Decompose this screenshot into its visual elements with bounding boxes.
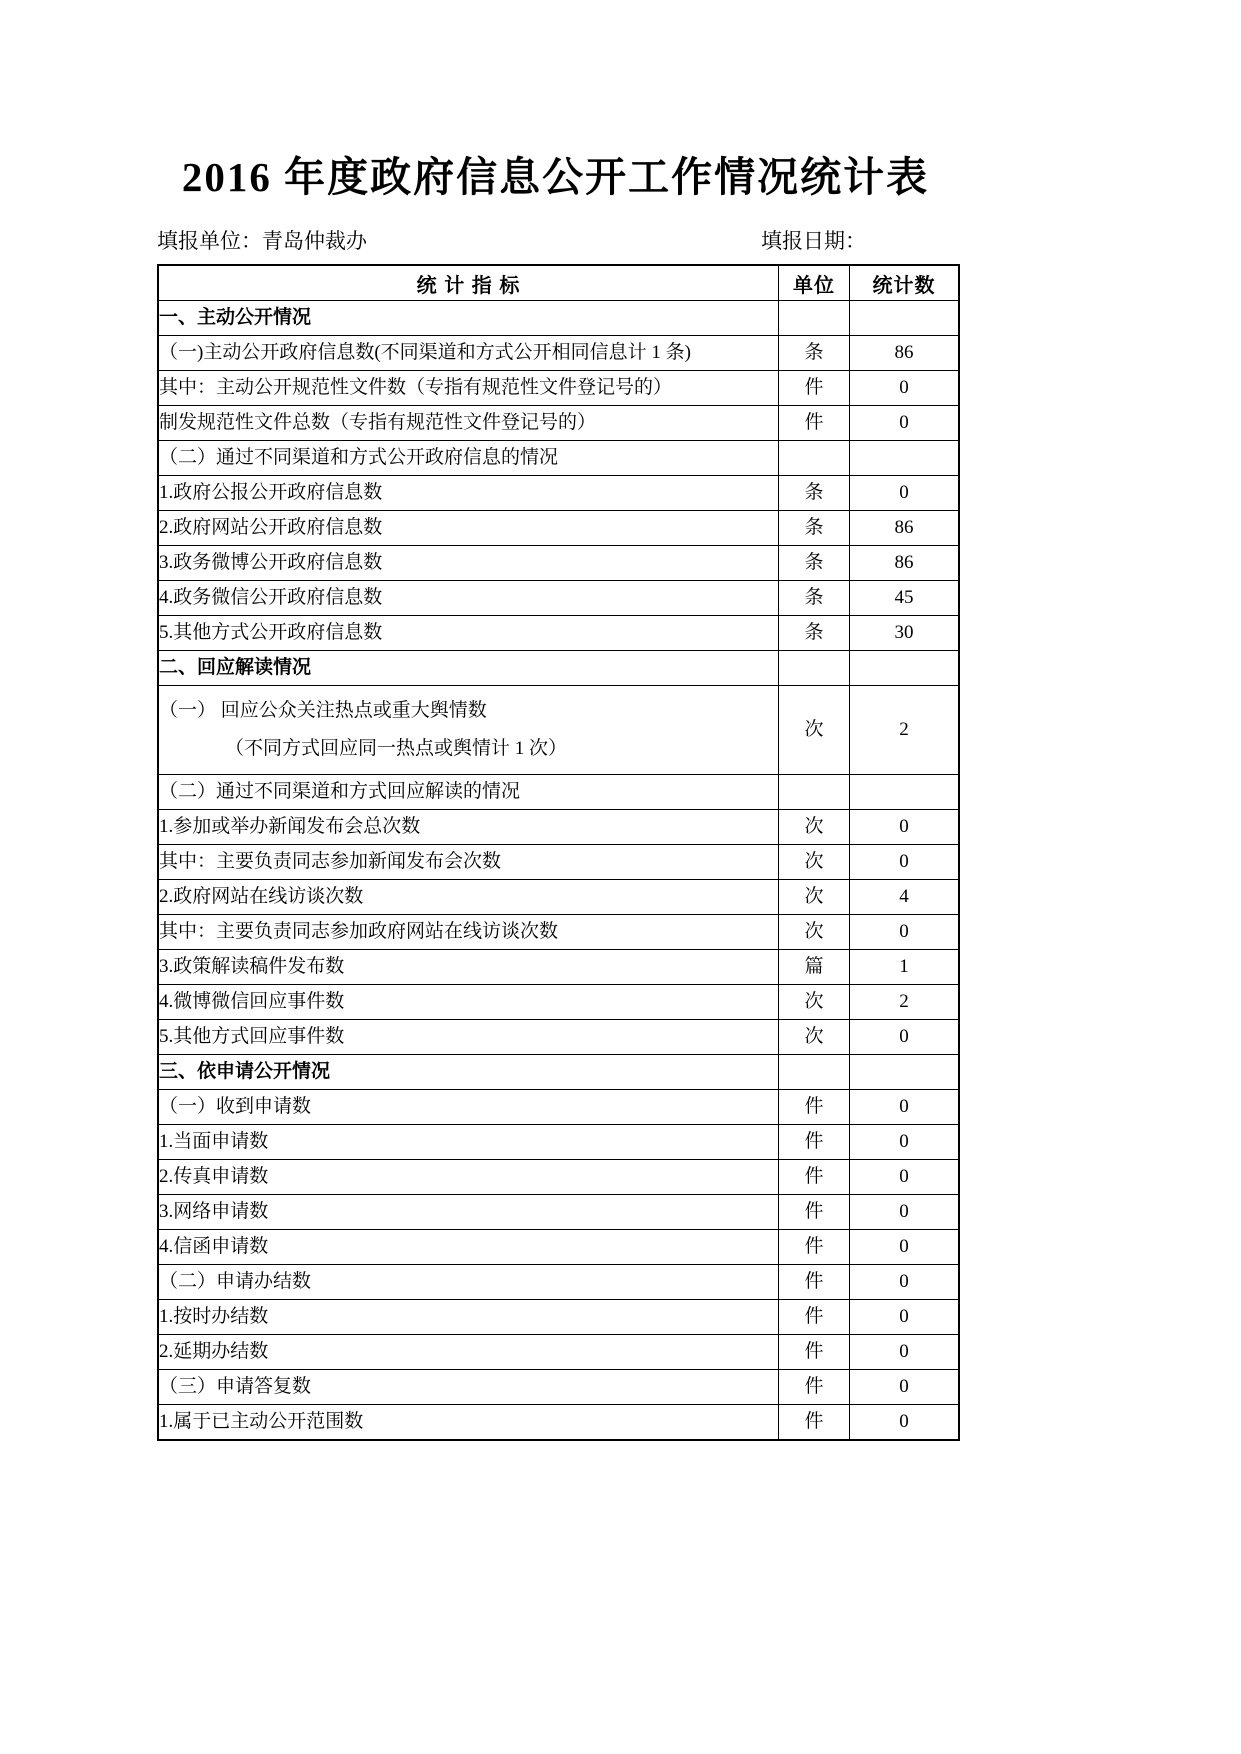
- section-row: [158, 1055, 959, 1090]
- indicator-cell: [158, 1300, 779, 1335]
- unit-cell: 件: [779, 1405, 850, 1441]
- indicator-cell: [158, 336, 779, 371]
- table-row: [158, 1160, 959, 1195]
- indicator-text: 4.政务微信公开政府信息数: [159, 587, 383, 609]
- indicator-text: 4.微博微信回应事件数: [159, 991, 345, 1013]
- indicator-cell: [158, 1265, 779, 1300]
- indicator-text: （二）通过不同渠道和方式公开政府信息的情况: [159, 447, 559, 469]
- indicator-cell: [158, 810, 779, 845]
- indicator-cell: [158, 581, 779, 616]
- indicator-text: 二、回应解读情况: [159, 657, 312, 679]
- indicator-text: 1.按时办结数: [159, 1306, 269, 1328]
- count-cell: 0: [850, 1265, 960, 1300]
- filing-unit-label: 填报单位：青岛仲裁办: [157, 229, 367, 253]
- indicator-text: 5.其他方式公开政府信息数: [159, 622, 383, 644]
- unit-cell: 次: [779, 1020, 850, 1055]
- unit-cell: [779, 301, 850, 336]
- unit-cell: 条: [779, 476, 850, 511]
- unit-cell: 条: [779, 616, 850, 651]
- unit-cell: 篇: [779, 950, 850, 985]
- count-cell: [850, 1055, 960, 1090]
- indicator-text: 4.信函申请数: [159, 1236, 269, 1258]
- indicator-cell: [158, 1020, 779, 1055]
- count-cell: 0: [850, 1230, 960, 1265]
- count-cell: 2: [850, 985, 960, 1020]
- table-row: [158, 1020, 959, 1055]
- unit-cell: 件: [779, 1300, 850, 1335]
- indicator-text: （一） 回应公众关注热点或重大舆情数: [159, 700, 487, 721]
- indicator-text: 3.网络申请数: [159, 1201, 269, 1223]
- indicator-text: （二）申请办结数: [159, 1271, 312, 1293]
- section-row: [158, 301, 959, 336]
- indicator-cell: [158, 1335, 779, 1370]
- count-cell: [850, 301, 960, 336]
- indicator-text: 2.延期办结数: [159, 1341, 269, 1363]
- unit-cell: 件: [779, 1230, 850, 1265]
- table-row: [158, 476, 959, 511]
- table-row: [158, 950, 959, 985]
- table-row: [158, 371, 959, 406]
- unit-cell: 次: [779, 915, 850, 950]
- table-row: [158, 1195, 959, 1230]
- unit-cell: [779, 651, 850, 686]
- indicator-cell: [158, 686, 779, 775]
- indicator-text-line2: （不同方式回应同一热点或舆情计 1 次）: [225, 738, 568, 759]
- indicator-text: 1.当面申请数: [159, 1131, 269, 1153]
- indicator-cell: [158, 985, 779, 1020]
- indicator-text: 三、依申请公开情况: [159, 1061, 331, 1083]
- meta-row: [157, 225, 954, 255]
- table-row: [158, 511, 959, 546]
- unit-cell: [779, 775, 850, 810]
- indicator-cell: [158, 845, 779, 880]
- unit-cell: 件: [779, 1195, 850, 1230]
- indicator-cell: [158, 441, 779, 476]
- count-cell: 0: [850, 1405, 960, 1441]
- table-row: [158, 1125, 959, 1160]
- indicator-text: 2.政府网站在线访谈次数: [159, 886, 364, 908]
- unit-cell: 条: [779, 336, 850, 371]
- count-cell: 0: [850, 1020, 960, 1055]
- table-row: [158, 1335, 959, 1370]
- count-cell: 86: [850, 511, 960, 546]
- indicator-text: （二）通过不同渠道和方式回应解读的情况: [159, 781, 521, 803]
- indicator-cell: [158, 950, 779, 985]
- indicator-text: （一)主动公开政府信息数(不同渠道和方式公开相同信息计 1 条): [159, 342, 691, 364]
- unit-cell: [779, 1055, 850, 1090]
- count-cell: 86: [850, 546, 960, 581]
- indicator-cell: [158, 616, 779, 651]
- unit-cell: 条: [779, 546, 850, 581]
- indicator-text: 一、主动公开情况: [159, 307, 312, 329]
- unit-cell: 次: [779, 985, 850, 1020]
- count-cell: 0: [850, 915, 960, 950]
- table-row: [158, 810, 959, 845]
- count-cell: 0: [850, 371, 960, 406]
- table-row: [158, 546, 959, 581]
- filing-date-label: 填报日期：: [761, 229, 866, 253]
- section-row: [158, 651, 959, 686]
- count-cell: 1: [850, 950, 960, 985]
- indicator-cell: [158, 651, 779, 686]
- unit-cell: [779, 441, 850, 476]
- header-indicator: 统 计 指 标: [158, 265, 779, 301]
- count-cell: 0: [850, 845, 960, 880]
- indicator-cell: [158, 775, 779, 810]
- count-cell: 0: [850, 1125, 960, 1160]
- indicator-cell: [158, 1195, 779, 1230]
- table-header-row: [158, 265, 959, 301]
- count-cell: 0: [850, 1195, 960, 1230]
- unit-cell: 件: [779, 1265, 850, 1300]
- count-cell: 0: [850, 1300, 960, 1335]
- unit-cell: 件: [779, 1370, 850, 1405]
- indicator-text: 1.参加或举办新闻发布会总次数: [159, 816, 421, 838]
- count-cell: 2: [850, 686, 960, 775]
- count-cell: [850, 651, 960, 686]
- indicator-cell: [158, 1405, 779, 1441]
- header-unit: 单位: [779, 265, 850, 301]
- indicator-text: 其中：主要负责同志参加新闻发布会次数: [159, 851, 502, 873]
- page-title: 2016 年度政府信息公开工作情况统计表: [181, 154, 930, 200]
- indicator-cell: [158, 511, 779, 546]
- table-row: [158, 985, 959, 1020]
- count-cell: [850, 441, 960, 476]
- table-row: [158, 336, 959, 371]
- unit-cell: 件: [779, 406, 850, 441]
- table-row: [158, 915, 959, 950]
- indicator-cell: [158, 546, 779, 581]
- table-row: [158, 441, 959, 476]
- unit-cell: 次: [779, 880, 850, 915]
- indicator-text: 其中：主要负责同志参加政府网站在线访谈次数: [159, 921, 559, 943]
- table-row: [158, 1265, 959, 1300]
- count-cell: 86: [850, 336, 960, 371]
- table-row: [158, 616, 959, 651]
- table-row: [158, 880, 959, 915]
- table-row: [158, 1405, 959, 1441]
- unit-cell: 次: [779, 686, 850, 775]
- count-cell: [850, 775, 960, 810]
- header-count: 统计数: [850, 265, 960, 301]
- indicator-cell: [158, 301, 779, 336]
- count-cell: 30: [850, 616, 960, 651]
- count-cell: 0: [850, 810, 960, 845]
- unit-cell: 件: [779, 371, 850, 406]
- indicator-cell: [158, 1055, 779, 1090]
- indicator-text: 2.政府网站公开政府信息数: [159, 517, 383, 539]
- indicator-cell: [158, 1090, 779, 1125]
- table-row: [158, 686, 959, 775]
- indicator-cell: [158, 476, 779, 511]
- unit-cell: 件: [779, 1090, 850, 1125]
- table-row: [158, 845, 959, 880]
- unit-cell: 件: [779, 1335, 850, 1370]
- table-row: [158, 1300, 959, 1335]
- indicator-cell: [158, 915, 779, 950]
- table-row: [158, 775, 959, 810]
- unit-cell: 次: [779, 845, 850, 880]
- indicator-cell: [158, 880, 779, 915]
- indicator-cell: [158, 371, 779, 406]
- indicator-text: 制发规范性文件总数（专指有规范性文件登记号的）: [159, 412, 597, 434]
- indicator-cell: [158, 406, 779, 441]
- count-cell: 0: [850, 406, 960, 441]
- count-cell: 0: [850, 1335, 960, 1370]
- unit-cell: 条: [779, 511, 850, 546]
- statistics-table: [157, 264, 960, 1441]
- table-body: [158, 301, 959, 1441]
- unit-cell: 条: [779, 581, 850, 616]
- indicator-text: 1.政府公报公开政府信息数: [159, 482, 383, 504]
- unit-cell: 件: [779, 1125, 850, 1160]
- count-cell: 0: [850, 1090, 960, 1125]
- count-cell: 4: [850, 880, 960, 915]
- table-row: [158, 1230, 959, 1265]
- count-cell: 0: [850, 1160, 960, 1195]
- table-row: [158, 581, 959, 616]
- indicator-text: （一）收到申请数: [159, 1096, 312, 1118]
- indicator-cell: [158, 1370, 779, 1405]
- unit-cell: 件: [779, 1160, 850, 1195]
- table-row: [158, 1090, 959, 1125]
- indicator-text: 3.政务微博公开政府信息数: [159, 552, 383, 574]
- count-cell: 45: [850, 581, 960, 616]
- indicator-text: 1.属于已主动公开范围数: [159, 1411, 364, 1433]
- table-row: [158, 406, 959, 441]
- count-cell: 0: [850, 1370, 960, 1405]
- indicator-text: 5.其他方式回应事件数: [159, 1026, 345, 1048]
- table-row: [158, 1370, 959, 1405]
- indicator-text: 其中：主动公开规范性文件数（专指有规范性文件登记号的）: [159, 377, 673, 399]
- indicator-cell: [158, 1230, 779, 1265]
- indicator-cell: [158, 1160, 779, 1195]
- unit-cell: 次: [779, 810, 850, 845]
- indicator-cell: [158, 1125, 779, 1160]
- document-content: [157, 0, 954, 1441]
- indicator-text: 2.传真申请数: [159, 1166, 269, 1188]
- indicator-text: （三）申请答复数: [159, 1376, 312, 1398]
- indicator-text: 3.政策解读稿件发布数: [159, 956, 345, 978]
- count-cell: 0: [850, 476, 960, 511]
